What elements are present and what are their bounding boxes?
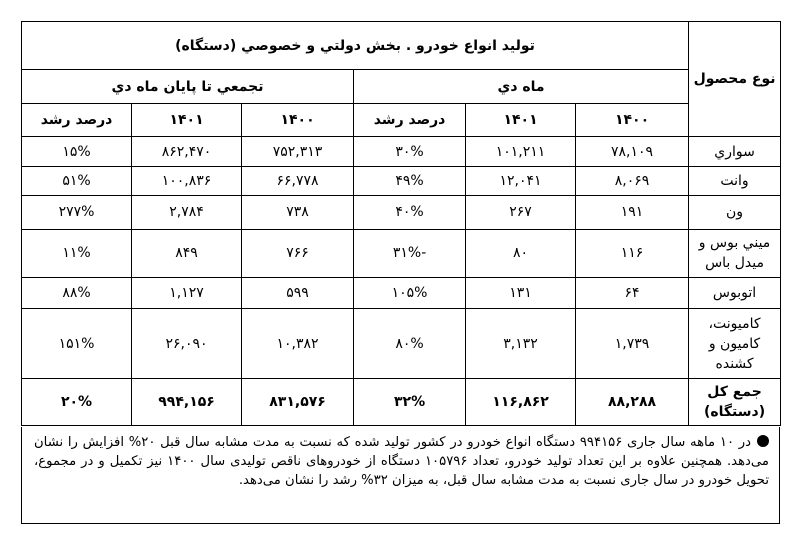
cell-month-1400: ۱۹۱ <box>576 196 689 230</box>
row-label: كاميونت، كاميون و كشنده <box>689 309 781 378</box>
month-1400-header: ۱۴۰۰ <box>576 103 689 137</box>
cell-cumulative-1400: ۷۳۸ <box>242 196 354 230</box>
month-growth-header: درصد رشد <box>354 103 466 137</box>
cell-cumulative-1401: ۱,۱۲۷ <box>132 278 242 309</box>
cell-month-1401: ۲۶۷ <box>466 196 576 230</box>
cumulative-1401-header: ۱۴۰۱ <box>132 103 242 137</box>
cell-month-1400: ۸,۰۶۹ <box>576 166 689 195</box>
cell-month-1401: ۸۰ <box>466 229 576 277</box>
cell-month-1400: ۶۴ <box>576 278 689 309</box>
cumulative-growth-header: درصد رشد <box>22 103 132 137</box>
cell-month-growth: ۱۰۵% <box>354 278 466 309</box>
cell-cumulative-growth: ۲۷۷% <box>22 196 132 230</box>
total-cumulative-growth: ۲۰% <box>22 378 132 425</box>
total-label: جمع كل (دستگاه) <box>689 378 781 425</box>
total-row <box>22 378 781 425</box>
cell-cumulative-1401: ۱۰۰,۸۳۶ <box>132 166 242 195</box>
product-type-header: نوع محصول <box>689 22 781 137</box>
cell-month-growth: ۳۰% <box>354 137 466 166</box>
cell-cumulative-1400: ۱۰,۳۸۲ <box>242 309 354 378</box>
cell-month-growth: -۳۱% <box>354 229 466 277</box>
table-row <box>22 278 781 309</box>
cumulative-1400-header: ۱۴۰۰ <box>242 103 354 137</box>
table-row <box>22 229 781 277</box>
row-label: ميني بوس و ميدل باس <box>689 229 781 277</box>
cell-cumulative-1400: ۷۶۶ <box>242 229 354 277</box>
table-row <box>22 196 781 230</box>
row-label: ون <box>689 196 781 230</box>
cell-month-1400: ۱,۷۳۹ <box>576 309 689 378</box>
row-label: سواري <box>689 137 781 166</box>
cell-month-1400: ۷۸,۱۰۹ <box>576 137 689 166</box>
cell-cumulative-growth: ۸۸% <box>22 278 132 309</box>
cell-month-growth: ۴۰% <box>354 196 466 230</box>
cell-cumulative-1400: ۶۶,۷۷۸ <box>242 166 354 195</box>
cell-cumulative-1400: ۵۹۹ <box>242 278 354 309</box>
table-row <box>22 309 781 378</box>
cell-cumulative-growth: ۱۱% <box>22 229 132 277</box>
total-cumulative-1401: ۹۹۴,۱۵۶ <box>132 378 242 425</box>
group-month-header: ماه دي <box>354 70 689 104</box>
row-label: وانت <box>689 166 781 195</box>
cell-cumulative-1401: ۸۴۹ <box>132 229 242 277</box>
total-month-1400: ۸۸,۲۸۸ <box>576 378 689 425</box>
total-month-1401: ۱۱۶,۸۶۲ <box>466 378 576 425</box>
total-cumulative-1400: ۸۳۱,۵۷۶ <box>242 378 354 425</box>
table-row <box>22 166 781 195</box>
cell-cumulative-growth: ۱۵۱% <box>22 309 132 378</box>
month-1401-header: ۱۴۰۱ <box>466 103 576 137</box>
cell-cumulative-1400: ۷۵۲,۳۱۳ <box>242 137 354 166</box>
cell-cumulative-1401: ۸۶۲,۴۷۰ <box>132 137 242 166</box>
footnote <box>21 427 780 524</box>
row-label: اتوبوس <box>689 278 781 309</box>
production-table <box>21 21 781 426</box>
cell-month-1401: ۱۰۱,۲۱۱ <box>466 137 576 166</box>
cell-month-1400: ۱۱۶ <box>576 229 689 277</box>
cell-cumulative-growth: ۱۵% <box>22 137 132 166</box>
cell-month-1401: ۱۳۱ <box>466 278 576 309</box>
total-month-growth: ۳۲% <box>354 378 466 425</box>
table-title: توليد انواع خودرو . بخش دولتي و خصوصي (دستگاه) <box>22 22 689 70</box>
cell-month-growth: ۸۰% <box>354 309 466 378</box>
table-row <box>22 137 781 166</box>
cell-cumulative-1401: ۲,۷۸۴ <box>132 196 242 230</box>
cell-cumulative-1401: ۲۶,۰۹۰ <box>132 309 242 378</box>
group-cumulative-header: تجمعي تا پايان ماه دي <box>22 70 354 104</box>
cell-month-growth: ۴۹% <box>354 166 466 195</box>
bullet-icon <box>757 435 769 447</box>
cell-cumulative-growth: ۵۱% <box>22 166 132 195</box>
cell-month-1401: ۳,۱۳۲ <box>466 309 576 378</box>
footnote-text: در ۱۰ ماهه سال جاری ۹۹۴۱۵۶ دستگاه انواع خودرو در کشور تولید شده که نسبت به مدت مشابه سال قبل ۲۰% افزایش را نشان می‌دهد. همچنین علاوه بر این تعداد تولید خودرو، تعداد ۱۰۵۷۹۶ دستگاه از خودروهای ناقص تولیدی سال ۱۴۰۰ نیز تکمیل و در مجموع، تحویل خودرو در سال جاری نسبت به مدت مشابه سال قبل، به میزان ۳۲% رشد را نشان می‌دهد. <box>34 435 769 488</box>
cell-month-1401: ۱۲,۰۴۱ <box>466 166 576 195</box>
